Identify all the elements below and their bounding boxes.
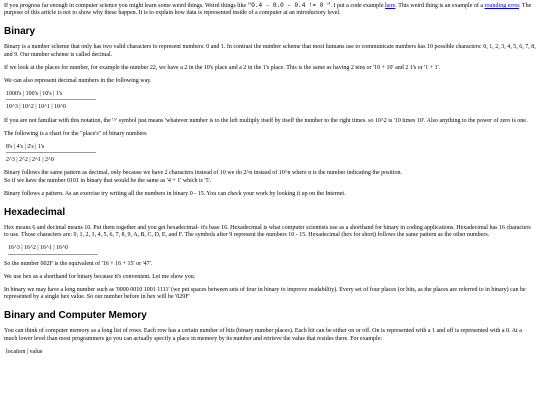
hex-paragraph-2: So the number 002F is the equivalent of '16 + 16 + 15' or '47'. bbox=[4, 260, 153, 267]
hex-paragraph-4: In binary we may have a long number such as '0000 0010 1001 1111' (we put spaces between sets of four in binary to improve readability). Every set of four places (or bits, as the places are referred to in binary) can be represented by a single hex value. So our number before in hex will be '029F' bbox=[4, 287, 526, 301]
binary-paragraph-7: Binary follows a pattern. As an exercise try writing all the numbers in binary 0 - 15. You can check your work by looking it up on the Internet. bbox=[4, 190, 346, 197]
table-divider bbox=[8, 254, 98, 255]
binary-text: So if we have the number 0101 in binary that would be the same as '4 + 1' which is '5'. bbox=[4, 177, 212, 184]
memory-table-header: location | value bbox=[6, 348, 43, 355]
intro-text: . This weird thing is an example of a bbox=[395, 3, 485, 9]
intro-text: . The purpose of this article is not to show why these happen. It is to explain how data is represented inside of a computer at an introductory level. bbox=[4, 3, 532, 17]
binary-paragraph-4: If you are not familiar with this notation, the '^' symbol just means 'whatever number is to the left multiply itself by itself the number to the right times. so 10^2 is '10 times 10'. Also anything to the power of zero is one. bbox=[4, 117, 528, 124]
binary-paragraph-6 bbox=[4, 170, 536, 184]
decimal-places-table bbox=[6, 91, 536, 111]
binary-paragraph-1: Binary is a number scheme that only has two valid characters to represent numbers: 0 and 1. In contrast the number scheme that most humans use to communicate numbers has 10 possible characters: 0, 1, 2, 3, 4, 5, 6, 7, 8, and 9. Our number scheme is called decimal. bbox=[4, 44, 536, 58]
binary-paragraph-5: The following is a chart for the "place's" of binary numbers bbox=[4, 130, 147, 137]
decimal-places-row: 10^3 | 10^2 | 10^1 | 10^0 bbox=[6, 104, 66, 111]
decimal-places-header: 1000's | 100's | 10's | 1's bbox=[6, 91, 63, 98]
memory-heading: Binary and Computer Memory bbox=[4, 310, 147, 322]
memory-paragraph-1: You can think of computer memory as a long list of rows. Each row has a certain number of bits (binary number places). Each bit can be either on or off. On is represented with a 1 and off is represented with a 0. At a much lower level than most programmers go you can actually specify a place in memory by its number and retrieve the value that resides there. For example: bbox=[4, 328, 522, 342]
intro-text: If you progress far enough in computer science you might learn some weird things. Weird things like bbox=[4, 3, 248, 9]
hexadecimal-heading: Hexadecimal bbox=[4, 207, 66, 219]
rounding-error-link[interactable]: rounding error bbox=[484, 3, 520, 9]
intro-paragraph bbox=[4, 2, 536, 17]
hex-places-row: 16^3 | 16^2 | 16^1 | 16^0 bbox=[8, 245, 68, 252]
memory-table bbox=[6, 349, 536, 356]
hex-places-table bbox=[6, 245, 536, 254]
hex-paragraph-3: We use hex as a shorthand for binary because it's convenient. Let me show you. bbox=[4, 273, 196, 280]
binary-paragraph-3: We can also represent decimal numbers in the following way. bbox=[4, 78, 152, 85]
binary-heading: Binary bbox=[4, 26, 36, 38]
float-code-snippet: "0.4 - 0.0 - 0.4 != 0 " bbox=[247, 2, 331, 9]
code-example-link[interactable]: here bbox=[385, 3, 396, 9]
binary-places-table bbox=[6, 144, 536, 164]
binary-text: Binary follows the same pattern as decimal, only because we have 2 characters instead of 10 we do 2^n instead of 10^n where n is the number indicating the position. bbox=[4, 170, 403, 177]
hex-paragraph-1: Hex means 6 and decimal means 10. Put them together and you get hexadecimal- it's base 16. Hexadecimal is what computer scientists use as a shorthand for binary in coding applications. Hexadecimal has 16 characters to use. Those characters are: 0, 1, 2, 3, 4, 5, 6, 7, 8, 9, A, B, C, D, E, and F. The symbols after 9 represent the numbers 10 - 15. Hexadecimal (hex for short) follows the same pattern as the other numbers. bbox=[4, 225, 531, 239]
table-divider bbox=[6, 152, 96, 153]
table-divider bbox=[6, 99, 96, 100]
binary-places-row: 2^3 | 2^2 | 2^1 | 2^0 bbox=[6, 157, 54, 164]
binary-paragraph-2: If we look at the places for number, for example the number 22, we have a 2 in the 10's place and a 2 in the 1's place. This is the same as having 2 tens or '10 + 10' and 2 1's or '1 + 1'. bbox=[4, 64, 441, 71]
intro-text: . I put a code example bbox=[330, 3, 385, 9]
binary-places-header: 8's | 4's | 2's | 1's bbox=[6, 144, 45, 151]
